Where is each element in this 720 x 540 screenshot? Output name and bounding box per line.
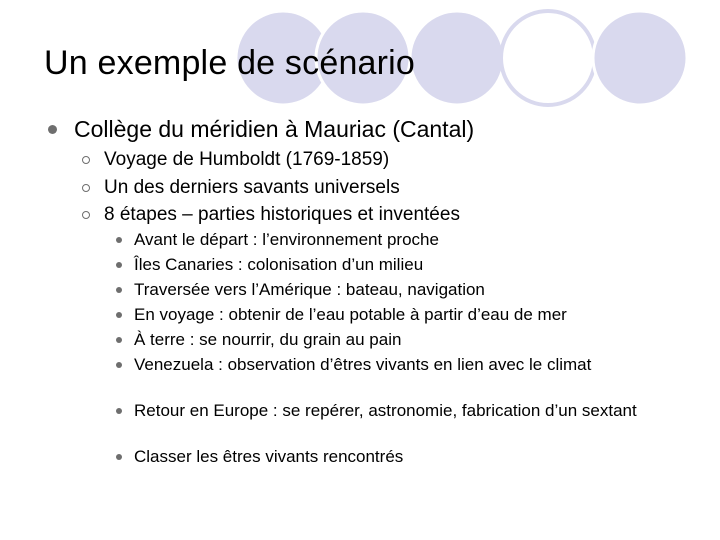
step-text: Traversée vers l’Amérique : bateau, navigation [134, 280, 485, 299]
step-text: En voyage : obtenir de l’eau potable à partir d’eau de mer [134, 305, 567, 324]
sub-bullet-text: Voyage de Humboldt (1769-1859) [104, 149, 390, 170]
bullet-dot-icon [116, 337, 122, 343]
sub-bullet-text: Un des derniers savants universels [104, 177, 400, 198]
step-text: Venezuela : observation d’êtres vivants en lien avec le climat [134, 355, 592, 374]
bullet-ring-icon [82, 211, 90, 219]
decorative-circle [410, 11, 504, 105]
bullet-dot-icon [116, 287, 122, 293]
decorative-circle [501, 11, 595, 105]
slide-title: Un exemple de scénario [44, 44, 416, 82]
bullet-dot-icon [116, 262, 122, 268]
bullet-dot-icon [116, 454, 122, 460]
bullet-dot-icon [116, 312, 122, 318]
bullet-ring-icon [82, 184, 90, 192]
step-text: Avant le départ : l’environnement proche [134, 230, 439, 249]
step-text: À terre : se nourrir, du grain au pain [134, 330, 402, 349]
bullet-dot-icon [116, 362, 122, 368]
bullet-dot-icon [48, 125, 57, 134]
decorative-circle [593, 11, 687, 105]
step-text: Retour en Europe : se repérer, astronomie, fabrication d’un sextant [134, 401, 637, 420]
step-text: Classer les êtres vivants rencontrés [134, 447, 404, 466]
main-bullet-text: Collège du méridien à Mauriac (Cantal) [74, 116, 475, 142]
bullet-ring-icon [82, 156, 90, 164]
bullet-dot-icon [116, 408, 122, 414]
step-text: Îles Canaries : colonisation d’un milieu [134, 255, 424, 274]
sub-bullet-text: 8 étapes – parties historiques et inventées [104, 204, 460, 225]
bullet-dot-icon [116, 237, 122, 243]
